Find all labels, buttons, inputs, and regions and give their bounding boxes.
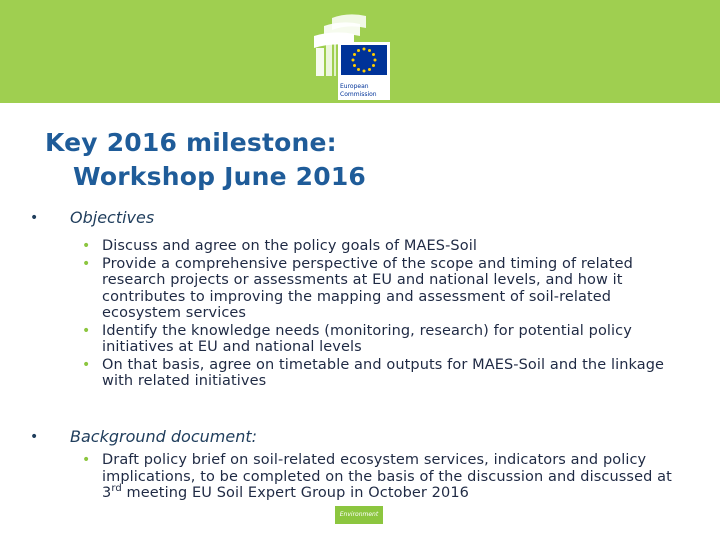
bullet-icon: • (30, 429, 39, 445)
bullet-icon: • (30, 210, 39, 226)
page-title-line2: Workshop June 2016 (73, 162, 367, 191)
environment-footer-tag: Environment (335, 506, 383, 524)
list-item-text: Provide a comprehensive perspective of the scope and timing of related research projects or assessments at EU and national levels, and how it contributes to improving the mapping and assessment of soil-related ecosystem services (102, 255, 633, 321)
list-item (82, 256, 682, 322)
list-item (82, 357, 682, 390)
sub-bullet-icon: • (82, 238, 91, 254)
page-title-line1: Key 2016 milestone: (45, 128, 337, 157)
list-item-text (102, 452, 672, 501)
background-list (82, 452, 682, 502)
sub-bullet-icon: • (82, 255, 91, 272)
logo-label-line1: European (340, 83, 369, 90)
list-item (82, 452, 682, 502)
sub-bullet-icon: • (82, 322, 91, 339)
section-heading-objectives: Objectives (70, 208, 155, 227)
superscript-rd: rd (111, 483, 122, 495)
logo-label-line2: Commission (340, 91, 377, 98)
list-item (82, 238, 682, 255)
list-item (82, 323, 682, 356)
sub-bullet-icon: • (82, 356, 91, 373)
list-item-text: On that basis, agree on timetable and outputs for MAES-Soil and the linkage with related initiatives (102, 356, 665, 389)
list-item-text-part2: meeting EU Soil Expert Group in October 2016 (121, 485, 469, 501)
sub-bullet-icon: • (82, 452, 91, 468)
list-item-text-part1: Draft policy brief on soil-related ecosystem services, indicators and policy implications, to be completed on the basis of the discussion and discussed at 3 (102, 452, 672, 501)
objectives-list (82, 238, 682, 390)
list-item-text: Discuss and agree on the policy goals of MAES-Soil (102, 238, 477, 254)
section-heading-background: Background document: (70, 427, 258, 446)
list-item-text: Identify the knowledge needs (monitoring, research) for potential policy initiatives at EU and national levels (102, 322, 632, 355)
